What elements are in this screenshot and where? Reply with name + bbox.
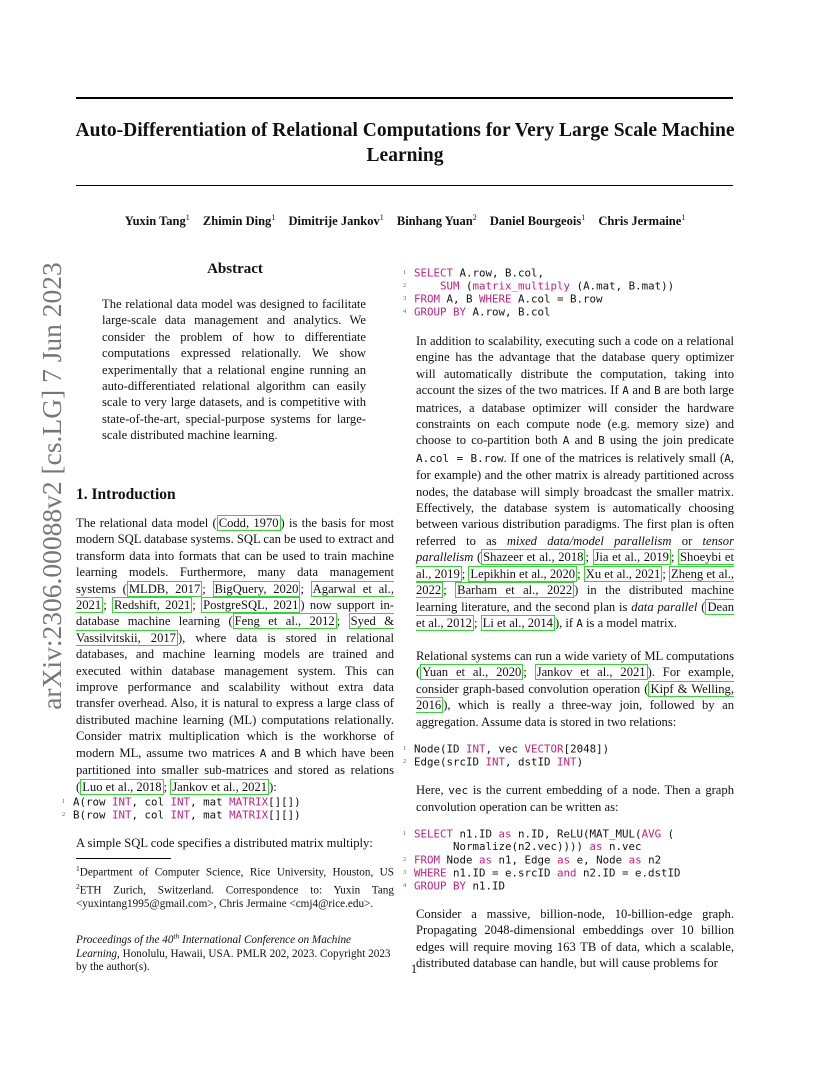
author-list [60, 213, 750, 229]
intro-paragraph-2: A simple SQL code specifies a distributed matrix multiply: [76, 836, 373, 850]
body-paragraph: In addition to scalability, executing such a code on a relational engine has the advantage that the database query optimizer will automatically distribute the computation, taking into account the sizes of the two matrices. If A and B are both large matrices, a database optimizer will consider the hardware constraints on each compute node (e.g. memory size) and choose to co-partition both A and B using the join predicate A.col = B.row. If one of the matrices is relatively small (A, for example) and the other matrix is already partitioned across nodes, the database will simply broadcast the smaller matrix. Effectively, the database system is automatically choosing between various distribution paradigms. The first plan is often referred to as mixed data/model parallelism or tensor parallelism ( Shazeer et al., 2018 ; Jia et al., 2019 ; Shoeybi et al., 2019 ; Lepikhin et al., 2020 ; Xu et al., 2021 ; Zheng et al., 2022 ; Barham et al., 2022 ) in the distributed machine learning literature, and the second plan is data parallel ( Dean et al., 2012 ; Li et al., 2014 ), if A is a model matrix. [416, 334, 735, 630]
abstract-text: The relational data model was designed to facilitate large-scale data management and analytics. We consider the problem of how to differentiate computations expressed relationally. We show experimentally that a relational engine running an auto-differentiated relational algorithm can easily scale to very large datasets, and is competitive with state-of-the-art, special-purpose systems for large-scale distributed machine learning. [102, 297, 366, 443]
proceedings-note: Proceedings of the 40th International Conference on Machine Learning, Honolulu, Hawaii, USA. PMLR 202, 2023. Copyright 2023 by the author(s). [76, 931, 391, 974]
intro-paragraph: The relational data model ( Codd, 1970 ) is the basis for most modern SQL database systems. SQL can be used to extract and transform data into formats that can be used to train machine learning models. Furthermore, many data management systems ( MLDB, 2017 ; BigQuery, 2020 ; Agarwal et al., 2021 ; Redshift, 2021 ; PostgreSQL, 2021 ) now support in-database machine learning ( Feng et al., 2012 ; Syed & Vassilvitskii, 2017 ), where data is stored in relational databases, and machine learning models are trained and executed within database management system. This can improve performance and scalability without extra data transfer overhead. Also, it is natural to express a large class of distributed machine learning (ML) computations relationally. Consider matrix multiplication which is the workhorse of modern ML, assume two matrices A and B which have been partitioned into smaller sub-matrices and stored as relations ( Luo et al., 2018 ; Jankov et al., 2021 ): [76, 516, 395, 794]
citation-link[interactable]: Yuan et al., 2020 [422, 665, 522, 680]
code-line: 1 A(row INT, col INT, mat MATRIX[][]) [62, 795, 301, 809]
citation-link[interactable]: Luo et al., 2018 [82, 779, 162, 794]
body-paragraph-3: Here, vec is the current embedding of a node. Then a graph convolution operation can be written as: [416, 783, 734, 815]
code-line: 4 GROUP BY A.row, B.col [403, 305, 551, 319]
citation-link[interactable]: Feng et al., 2012 [234, 614, 335, 629]
citation-link[interactable]: Xu et al., 2021 [585, 566, 661, 581]
author: Dimitrije Jankov$^1$ [288, 213, 384, 229]
citation-link[interactable]: Jankov et al., 2021 [172, 779, 268, 794]
page-number: 1 [410, 962, 418, 976]
arxiv-stamp: arXiv:2306.00088v2 [cs.LG] 7 Jun 2023 [36, 262, 67, 710]
citation-link[interactable]: Dean et al., 2012 [416, 599, 735, 630]
citation-link[interactable]: Jankov et al., 2021 [536, 665, 646, 680]
abstract-heading: Abstract [207, 261, 263, 277]
citation-link[interactable]: BigQuery, 2020 [214, 581, 299, 596]
citation-link[interactable]: Syed & Vassilvitskii, 2017 [76, 614, 394, 645]
code-line: 2 SUM (matrix_multiply (A.mat, B.mat)) [403, 279, 675, 293]
citation-link[interactable]: Redshift, 2021 [114, 598, 191, 613]
code-listing-relations [403, 743, 609, 769]
citation-link[interactable]: Codd, 1970 [218, 516, 279, 530]
citation-link[interactable]: PostgreSQL, 2021 [203, 598, 299, 613]
citation-link[interactable]: Barham et al., 2022 [457, 583, 573, 598]
code-line: 1 SELECT A.row, B.col, [403, 266, 545, 280]
affiliation-footnote: $^1$Department of Computer Science, Rice University, Houston, US $^2$ETH Zurich, Switzerland. Correspondence to: Yuxin Tang <yuxintang1995@gmail.com>, Chris Jermaine <cmj4@rice.edu>. [76, 864, 394, 910]
author: Binhang Yuan$^2$ [396, 213, 477, 229]
code-line: 3 WHERE n1.ID = e.srcID and n2.ID = e.dstID [403, 866, 681, 880]
code-line: 1 SELECT n1.ID as n.ID, ReLU(MAT_MUL(AVG ( [403, 827, 675, 841]
citation-link[interactable]: Zheng et al., 2022 [416, 566, 734, 598]
code-listing-matrices [62, 796, 301, 822]
citation-link[interactable]: Lepikhin et al., 2020 [470, 566, 576, 581]
code-line: Normalize(n2.vec)))) as n.vec [414, 840, 642, 854]
citation-link[interactable]: Agarwal et al., 2021 [76, 581, 394, 613]
paper-title: Auto-Differentiation of Relational Computations for Very Large Scale Machine Learning [75, 120, 735, 166]
author: Yuxin Tang$^1$ [124, 213, 190, 229]
author: Zhimin Ding$^1$ [202, 213, 276, 229]
citation-link[interactable]: Li et al., 2014 [482, 615, 553, 630]
body-paragraph-2: Relational systems can run a wide variety of ML computations ( Yuan et al., 2020 ; Jankov et al., 2021 ). For example, consider graph-based convolution operation ( Kipf & Welling, 2016 ), which is really a three-way join, followed by an aggregation. Assume data is stored in two relations: [416, 649, 734, 729]
code-line: 3 FROM A, B WHERE A.col = B.row [403, 292, 603, 306]
code-line: 1 Node(ID INT, vec VECTOR[2048]) [403, 742, 610, 756]
code-line: 2 B(row INT, col INT, mat MATRIX[][]) [62, 808, 301, 822]
code-line: 2 Edge(srcID INT, dstID INT) [403, 755, 584, 769]
citation-link[interactable]: Kipf & Welling, 2016 [416, 681, 734, 713]
author: Chris Jermaine$^1$ [598, 213, 686, 229]
citation-link[interactable]: Jia et al., 2019 [594, 550, 669, 565]
code-line: 2 FROM Node as n1, Edge as e, Node as n2 [403, 853, 662, 867]
top-rule [76, 97, 733, 99]
body-paragraph-4: Consider a massive, billion-node, 10-billion-edge graph. Propagating 2048-dimensional embeddings over 10 billion edges will require moving 163 TB of data, which a scalable, distributed database can handle, but will cause problems for [416, 907, 734, 971]
author: Daniel Bourgeois$^1$ [489, 213, 586, 229]
section-heading: 1. Introduction [76, 486, 176, 503]
footnote-rule [76, 858, 171, 859]
citation-link[interactable]: MLDB, 2017 [128, 581, 201, 596]
code-listing-graph-conv [403, 828, 681, 893]
citation-link[interactable]: Shazeer et al., 2018 [483, 550, 584, 565]
code-listing-matmul [403, 267, 674, 319]
citation-link[interactable]: Shoeybi et al., 2019 [416, 550, 734, 581]
code-line: 4 GROUP BY n1.ID [403, 879, 506, 893]
title-bottom-rule [76, 185, 733, 186]
